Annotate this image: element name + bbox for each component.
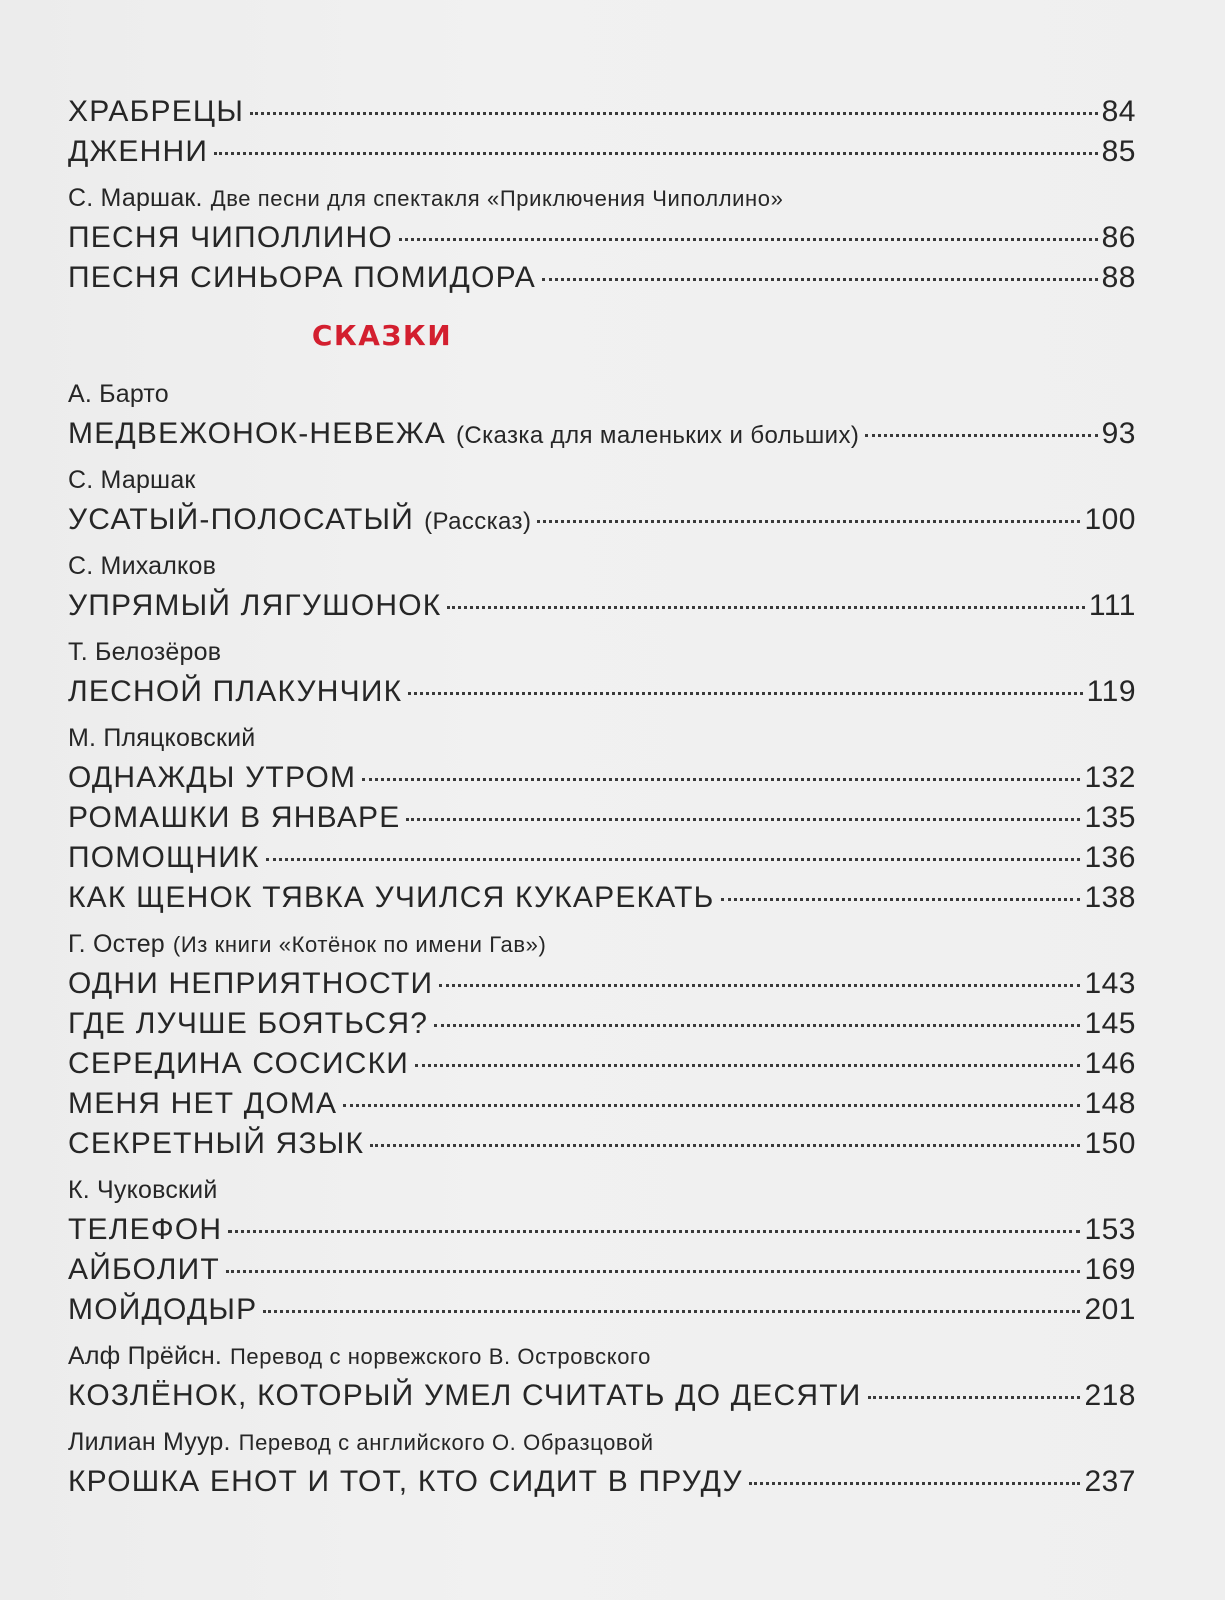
dot-leader — [399, 238, 1098, 241]
toc-entry — [68, 758, 1136, 798]
author-name: С. Маршак. — [68, 184, 203, 212]
entry-page-number: 100 — [1084, 503, 1136, 536]
entry-page-number: 132 — [1084, 761, 1136, 794]
toc-entry — [68, 1250, 1136, 1290]
toc-entry — [68, 586, 1136, 626]
entry-title: СЕКРЕТНЫЙ ЯЗЫК — [68, 1127, 365, 1160]
entry-page-number: 136 — [1084, 841, 1136, 874]
dot-leader — [370, 1144, 1080, 1147]
entry-title: ТЕЛЕФОН — [68, 1213, 223, 1246]
toc-entry — [68, 414, 1136, 454]
entry-page-number: 218 — [1084, 1379, 1136, 1412]
toc-entry — [68, 672, 1136, 712]
entry-title: ОДНАЖДЫ УТРОМ — [68, 761, 357, 794]
entry-note: (Сказка для маленьких и больших) — [455, 422, 860, 449]
entry-page-number: 88 — [1101, 261, 1136, 294]
author-line — [68, 1422, 1136, 1462]
dot-leader — [214, 152, 1098, 155]
entry-page-number: 138 — [1084, 881, 1136, 914]
author-name: Лилиан Муур. — [68, 1428, 231, 1456]
dot-leader — [865, 434, 1097, 437]
dot-leader — [406, 818, 1080, 821]
dot-leader — [250, 112, 1098, 115]
author-line — [68, 546, 1136, 586]
author-name: А. Барто — [68, 380, 169, 408]
entry-title: УПРЯМЫЙ ЛЯГУШОНОК — [68, 589, 442, 622]
toc-entry — [68, 1462, 1136, 1502]
table-of-contents — [68, 92, 1136, 1502]
toc-entry — [68, 838, 1136, 878]
toc-entry — [68, 92, 1136, 132]
entry-page-number: 86 — [1101, 221, 1136, 254]
dot-leader — [542, 278, 1098, 281]
entry-page-number: 153 — [1084, 1213, 1136, 1246]
toc-entry — [68, 1290, 1136, 1330]
entry-title: ГДЕ ЛУЧШЕ БОЯТЬСЯ? — [68, 1007, 429, 1040]
entry-title: МЕНЯ НЕТ ДОМА — [68, 1087, 338, 1120]
dot-leader — [537, 520, 1080, 523]
author-name: Г. Остер — [68, 930, 165, 958]
author-line — [68, 374, 1136, 414]
entry-page-number: 84 — [1101, 95, 1136, 128]
author-name: К. Чуковский — [68, 1176, 218, 1204]
author-line — [68, 178, 1136, 218]
author-line — [68, 632, 1136, 672]
entry-title: ХРАБРЕЦЫ — [68, 95, 245, 128]
author-name: М. Пляцковский — [68, 724, 256, 752]
entry-page-number: 111 — [1088, 589, 1136, 622]
entry-page-number: 85 — [1101, 135, 1136, 168]
entry-title: МОЙДОДЫР — [68, 1293, 258, 1326]
entry-page-number: 145 — [1084, 1007, 1136, 1040]
entry-title: КОЗЛЁНОК, КОТОРЫЙ УМЕЛ СЧИТАТЬ ДО ДЕСЯТИ — [68, 1379, 862, 1412]
toc-entry — [68, 1124, 1136, 1164]
dot-leader — [226, 1270, 1081, 1273]
entry-title: УСАТЫЙ-ПОЛОСАТЫЙ — [68, 503, 415, 536]
dot-leader — [266, 858, 1081, 861]
dot-leader — [228, 1230, 1080, 1233]
toc-entry — [68, 1376, 1136, 1416]
entry-title: МЕДВЕЖОНОК-НЕВЕЖА — [68, 417, 446, 450]
toc-entry — [68, 798, 1136, 838]
entry-page-number: 201 — [1084, 1293, 1136, 1326]
entry-note: (Рассказ) — [424, 508, 532, 535]
toc-entry — [68, 1044, 1136, 1084]
entry-title: ДЖЕННИ — [68, 135, 209, 168]
toc-groups — [68, 374, 1136, 1502]
entry-page-number: 135 — [1084, 801, 1136, 834]
author-note: Две песни для спектакля «Приключения Чиполлино» — [210, 186, 784, 211]
author-note: Перевод с норвежского В. Островского — [229, 1344, 652, 1369]
dot-leader — [749, 1482, 1081, 1485]
dot-leader — [434, 1024, 1080, 1027]
author-name: С. Михалков — [68, 552, 217, 580]
author-name: С. Маршак — [68, 466, 196, 494]
entry-title: РОМАШКИ В ЯНВАРЕ — [68, 801, 401, 834]
author-line — [68, 718, 1136, 758]
dot-leader — [447, 606, 1084, 609]
toc-entry — [68, 878, 1136, 918]
toc-entry — [68, 132, 1136, 172]
dot-leader — [439, 984, 1080, 987]
section-heading: СКАЗКИ — [311, 319, 453, 352]
dot-leader — [343, 1104, 1080, 1107]
entry-title: КАК ЩЕНОК ТЯВКА УЧИЛСЯ КУКАРЕКАТЬ — [68, 881, 715, 914]
entry-title: СЕРЕДИНА СОСИСКИ — [68, 1047, 410, 1080]
entry-title: ЛЕСНОЙ ПЛАКУНЧИК — [68, 675, 403, 708]
dot-leader — [721, 898, 1081, 901]
toc-entry — [68, 1210, 1136, 1250]
entry-page-number: 93 — [1101, 417, 1136, 450]
dot-leader — [362, 778, 1080, 781]
entry-title: АЙБОЛИТ — [68, 1253, 220, 1286]
dot-leader — [415, 1064, 1080, 1067]
dot-leader — [408, 692, 1082, 695]
toc-entry — [68, 218, 1136, 258]
author-note: Перевод с английского О. Образцовой — [238, 1430, 654, 1455]
toc-entry — [68, 964, 1136, 1004]
author-line — [68, 1336, 1136, 1376]
author-name: Алф Прёйсн. — [68, 1342, 222, 1370]
entry-title: ПОМОЩНИК — [68, 841, 260, 874]
dot-leader — [868, 1396, 1081, 1399]
entry-page-number: 169 — [1084, 1253, 1136, 1286]
entry-title: ОДНИ НЕПРИЯТНОСТИ — [68, 967, 434, 1000]
author-line — [68, 460, 1136, 500]
entry-page-number: 150 — [1084, 1127, 1136, 1160]
entry-page-number: 237 — [1084, 1465, 1136, 1498]
author-name: Т. Белозёров — [68, 638, 222, 666]
entry-page-number: 143 — [1084, 967, 1136, 1000]
entry-page-number: 148 — [1084, 1087, 1136, 1120]
dot-leader — [263, 1310, 1080, 1313]
toc-entry — [68, 500, 1136, 540]
toc-entry — [68, 258, 1136, 298]
entry-page-number: 119 — [1086, 675, 1136, 708]
entry-title: ПЕСНЯ ЧИПОЛЛИНО — [68, 221, 393, 254]
toc-entry — [68, 1004, 1136, 1044]
author-line — [68, 1170, 1136, 1210]
author-note: (Из книги «Котёнок по имени Гав») — [172, 932, 547, 957]
entry-title: КРОШКА ЕНОТ И ТОТ, КТО СИДИТ В ПРУДУ — [68, 1465, 743, 1498]
toc-entry — [68, 1084, 1136, 1124]
entry-title: ПЕСНЯ СИНЬОРА ПОМИДОРА — [68, 261, 537, 294]
author-line — [68, 924, 1136, 964]
entry-page-number: 146 — [1084, 1047, 1136, 1080]
